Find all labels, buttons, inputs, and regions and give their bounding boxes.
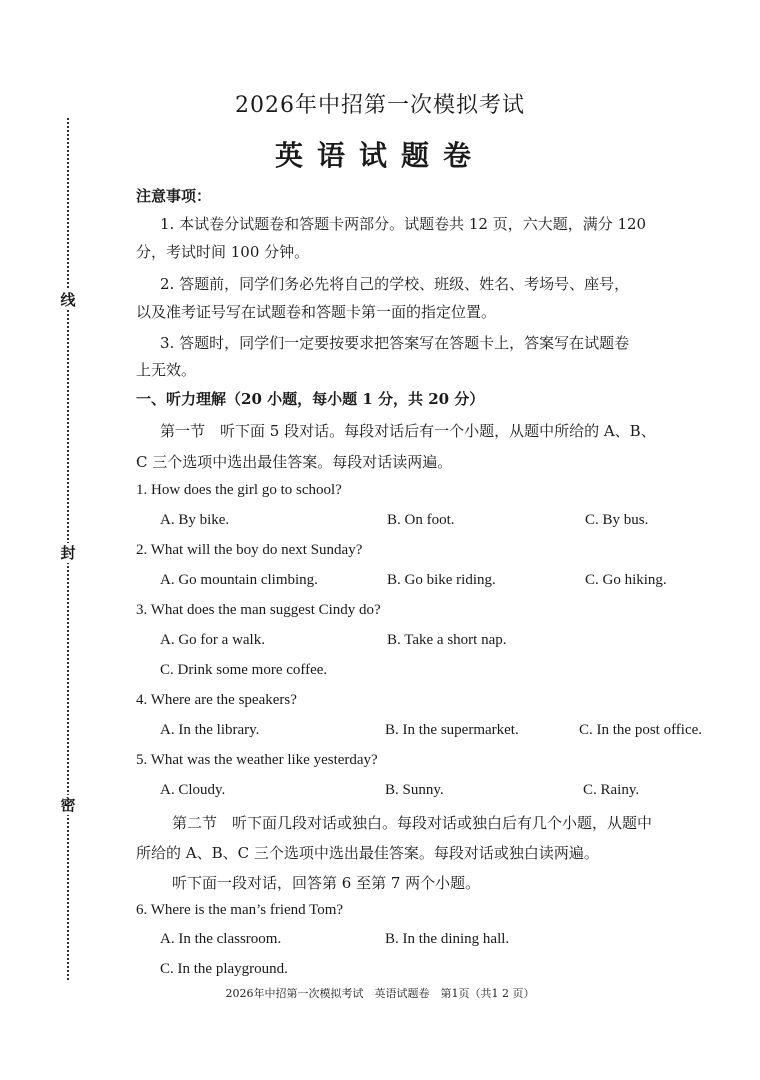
page-footer: 2026年中招第一次模拟考试 英语试题卷 第1页（共1 2 页） [225,987,535,1000]
exam-title: 2026年中招第一次模拟考试 [235,93,525,118]
question-1: 1. How does the girl go to school? [136,482,342,498]
q4-option-b: B. In the supermarket. [385,722,519,738]
q1-option-a: A. By bike. [160,512,230,528]
q2-option-b: B. Go bike riding. [387,572,496,588]
q3-option-a: A. Go for a walk. [160,632,265,648]
question-3: 3. What does the man suggest Cindy do? [136,602,381,618]
q3-option-b: B. Take a short nap. [387,632,507,648]
q5-option-b: B. Sunny. [385,782,444,798]
notice-item-3-line-2: 上无效。 [136,361,197,379]
notice-heading: 注意事项： [136,187,212,205]
q5-option-c: C. Rainy. [583,782,640,798]
q6-option-c: C. In the playground. [160,961,288,977]
paper-title: 英语试题卷 [274,139,485,172]
question-6: 6. Where is the man’s friend Tom? [136,902,344,918]
q6-option-b: B. In the dining hall. [385,931,510,947]
q2-option-c: C. Go hiking. [585,572,667,588]
q1-option-b: B. On foot. [387,512,455,528]
q4-option-c: C. In the post office. [579,722,703,738]
q4-option-a: A. In the library. [160,722,260,738]
q5-option-a: A. Cloudy. [160,782,226,798]
notice-item-1-line-1: 1. 本试卷分试题卷和答题卡两部分。试题卷共 12 页，六大题，满分 120 [160,215,647,233]
part1-intro-line-1: 第一节 听下面 5 段对话。每段对话后有一个小题，从题中所给的 A、B、 [160,422,656,440]
binding-char-mi: 密 [58,795,78,815]
binding-char-xian: 线 [58,290,78,310]
notice-item-2-line-1: 2. 答题前，同学们务必先将自己的学校、班级、姓名、考场号、座号， [160,275,630,293]
part1-intro-line-2: C 三个选项中选出最佳答案。每段对话读两遍。 [136,453,453,471]
q3-option-c: C. Drink some more coffee. [160,662,328,678]
section1-heading: 一、听力理解（20 小题，每小题 1 分，共 20 分） [136,390,485,408]
question-5: 5. What was the weather like yesterday? [136,752,378,768]
q6-option-a: A. In the classroom. [160,931,282,947]
question-2: 2. What will the boy do next Sunday? [136,542,363,558]
notice-item-2-line-2: 以及准考证号写在试题卷和答题卡第一面的指定位置。 [136,303,497,321]
part2-intro-line-2: 所给的 A、B、C 三个选项中选出最佳答案。每段对话或独白读两遍。 [136,844,599,862]
part2-intro-line-1: 第二节 听下面几段对话或独白。每段对话或独白后有几个小题，从题中 [172,814,653,832]
binding-char-feng: 封 [58,543,78,563]
notice-item-3-line-1: 3. 答题时，同学们一定要按要求把答案写在答题卡上，答案写在试题卷 [160,334,630,352]
question-4: 4. Where are the speakers? [136,692,297,708]
notice-item-1-line-2: 分，考试时间 100 分钟。 [136,243,310,261]
q1-option-c: C. By bus. [585,512,649,528]
part2-subheading: 听下面一段对话，回答第 6 至第 7 两个小题。 [172,874,481,892]
q2-option-a: A. Go mountain climbing. [160,572,318,588]
